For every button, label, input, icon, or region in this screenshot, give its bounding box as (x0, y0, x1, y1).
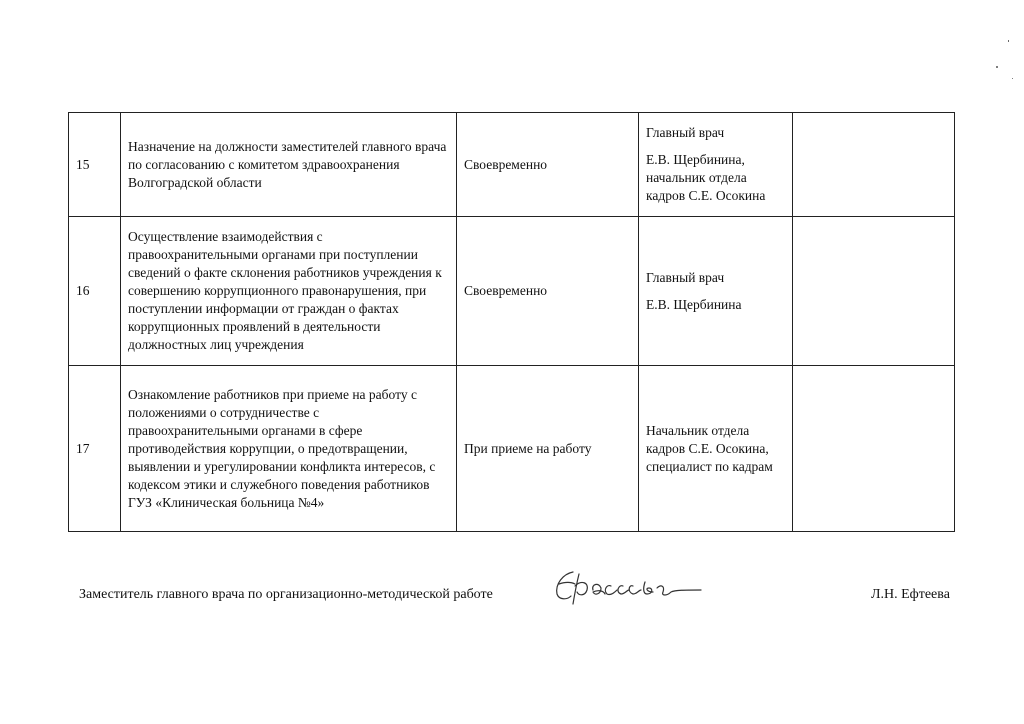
responsible-line: начальник отдела (646, 170, 747, 185)
responsible-cell (639, 113, 793, 217)
scan-speck (1008, 40, 1009, 42)
responsible-line: кадров С.Е. Осокина, (646, 440, 769, 456)
responsible-line: Главный врач (646, 125, 725, 140)
responsible-line: кадров С.Е. Осокина (646, 188, 766, 203)
table-row (69, 217, 955, 366)
responsible-line: Главный врач (646, 269, 725, 285)
scan-speck (1012, 78, 1013, 79)
signatory-name: Л.Н. Ефтеева (871, 587, 950, 602)
responsible-line: Е.В. Щербинина, (646, 152, 745, 167)
note-cell (793, 113, 955, 217)
responsible-line: Начальник отдела (646, 422, 750, 438)
row-number: 17 (69, 366, 121, 532)
row-number: 16 (69, 217, 121, 366)
scan-speck (996, 66, 998, 68)
term-cell: Своевременно (457, 113, 639, 217)
responsible-cell (639, 217, 793, 366)
responsible-cell (639, 366, 793, 532)
row-number: 15 (69, 113, 121, 217)
table-row (69, 113, 955, 217)
measures-table (68, 112, 955, 532)
table-row (69, 366, 955, 532)
activity-cell: Ознакомление работников при приеме на работу с положениями о сотрудничестве с правоохранительными органами в сфере противодействия коррупции, о предотвращении, выявлении и урегулировании конфликта интересов, с кодексом этики и служебного поведения работников ГУЗ «Клиническая больница №4» (121, 366, 457, 532)
handwritten-signature (545, 560, 715, 610)
activity-cell: Осуществление взаимодействия с правоохранительными органами при поступлении сведений о факте склонения работников учреждения к совершению коррупционного правонарушения, при поступлении информации от граждан о фактах коррупционных проявлений в деятельности должностных лиц учреждения (121, 217, 457, 366)
signatory-position: Заместитель главного врача по организационно-методической работе (79, 587, 493, 602)
term-cell: Своевременно (457, 217, 639, 366)
note-cell (793, 366, 955, 532)
responsible-line: специалист по кадрам (646, 458, 773, 474)
activity-cell: Назначение на должности заместителей главного врача по согласованию с комитетом здравоохранения Волгоградской области (121, 113, 457, 217)
term-cell: При приеме на работу (457, 366, 639, 532)
responsible-line: Е.В. Щербинина (646, 296, 742, 312)
note-cell (793, 217, 955, 366)
